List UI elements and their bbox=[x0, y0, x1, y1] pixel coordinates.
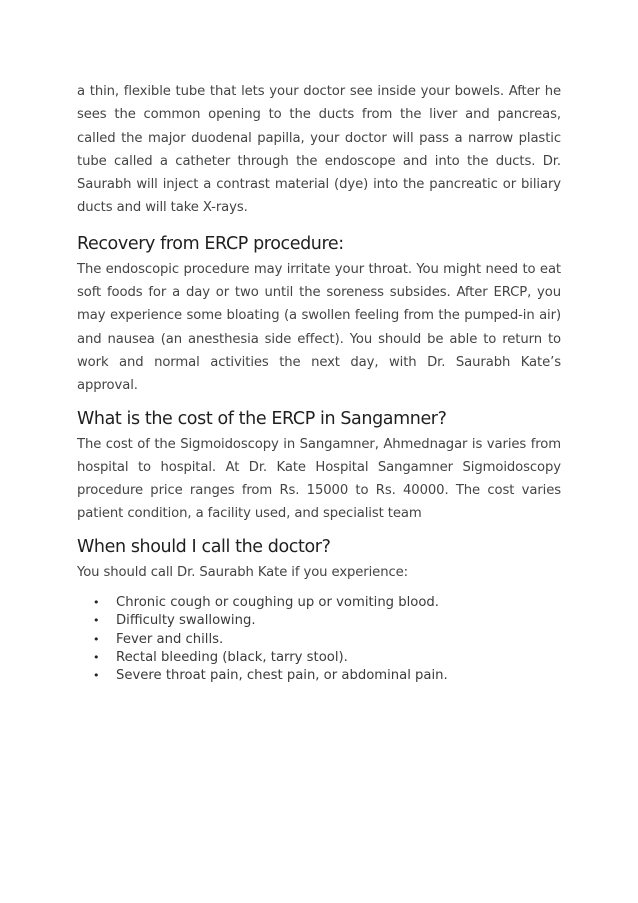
bullet-icon: • bbox=[93, 596, 100, 610]
list-item bbox=[93, 594, 561, 612]
bullet-icon: • bbox=[93, 614, 100, 628]
list-item-text: Fever and chills. bbox=[116, 631, 224, 647]
cost-paragraph: The cost of the Sigmoidoscopy in Sangamner, Ahmednagar is varies from hospital to hospital. At Dr. Kate Hospital Sangamner Sigmoidoscopy procedure price ranges from Rs. 15000 to Rs. 40000. The cost varies patient condition, a facility used, and specialist team bbox=[77, 436, 561, 522]
list-item bbox=[93, 631, 561, 649]
list-item-text: Chronic cough or coughing up or vomiting blood. bbox=[116, 595, 439, 611]
list-item-text: Severe throat pain, chest pain, or abdominal pain. bbox=[116, 668, 448, 684]
recovery-paragraph: The endoscopic procedure may irritate your throat. You might need to eat soft foods for a day or two until the soreness subsides. After ERCP, you may experience some bloating (a swollen feeling from the pumped-in air) and nausea (an anesthesia side effect). You should be able to return to work and normal activities the next day, with Dr. Saurabh Kate’s approval. bbox=[77, 261, 561, 394]
symptom-list bbox=[77, 594, 561, 685]
heading-recovery: Recovery from ERCP procedure: bbox=[77, 233, 344, 254]
call-doctor-paragraph: You should call Dr. Saurabh Kate if you experience: bbox=[77, 564, 408, 580]
heading-cost: What is the cost of the ERCP in Sangamner? bbox=[77, 408, 447, 429]
bullet-icon: • bbox=[93, 632, 100, 646]
list-item bbox=[93, 612, 561, 630]
list-item-text: Rectal bleeding (black, tarry stool). bbox=[116, 649, 348, 665]
list-item bbox=[93, 667, 561, 685]
heading-call-doctor: When should I call the doctor? bbox=[77, 536, 331, 557]
bullet-icon: • bbox=[93, 650, 100, 664]
bullet-icon: • bbox=[93, 669, 100, 683]
list-item-text: Difficulty swallowing. bbox=[116, 613, 256, 629]
document-page bbox=[77, 80, 561, 686]
intro-paragraph: a thin, flexible tube that lets your doctor see inside your bowels. After he sees the common opening to the ducts from the liver and pancreas, called the major duodenal papilla, your doctor will pass a narrow plastic tube called a catheter through the endoscope and into the ducts. Dr. Saurabh will inject a contrast material (dye) into the pancreatic or biliary ducts and will take X-rays. bbox=[77, 84, 561, 216]
list-item bbox=[93, 649, 561, 667]
